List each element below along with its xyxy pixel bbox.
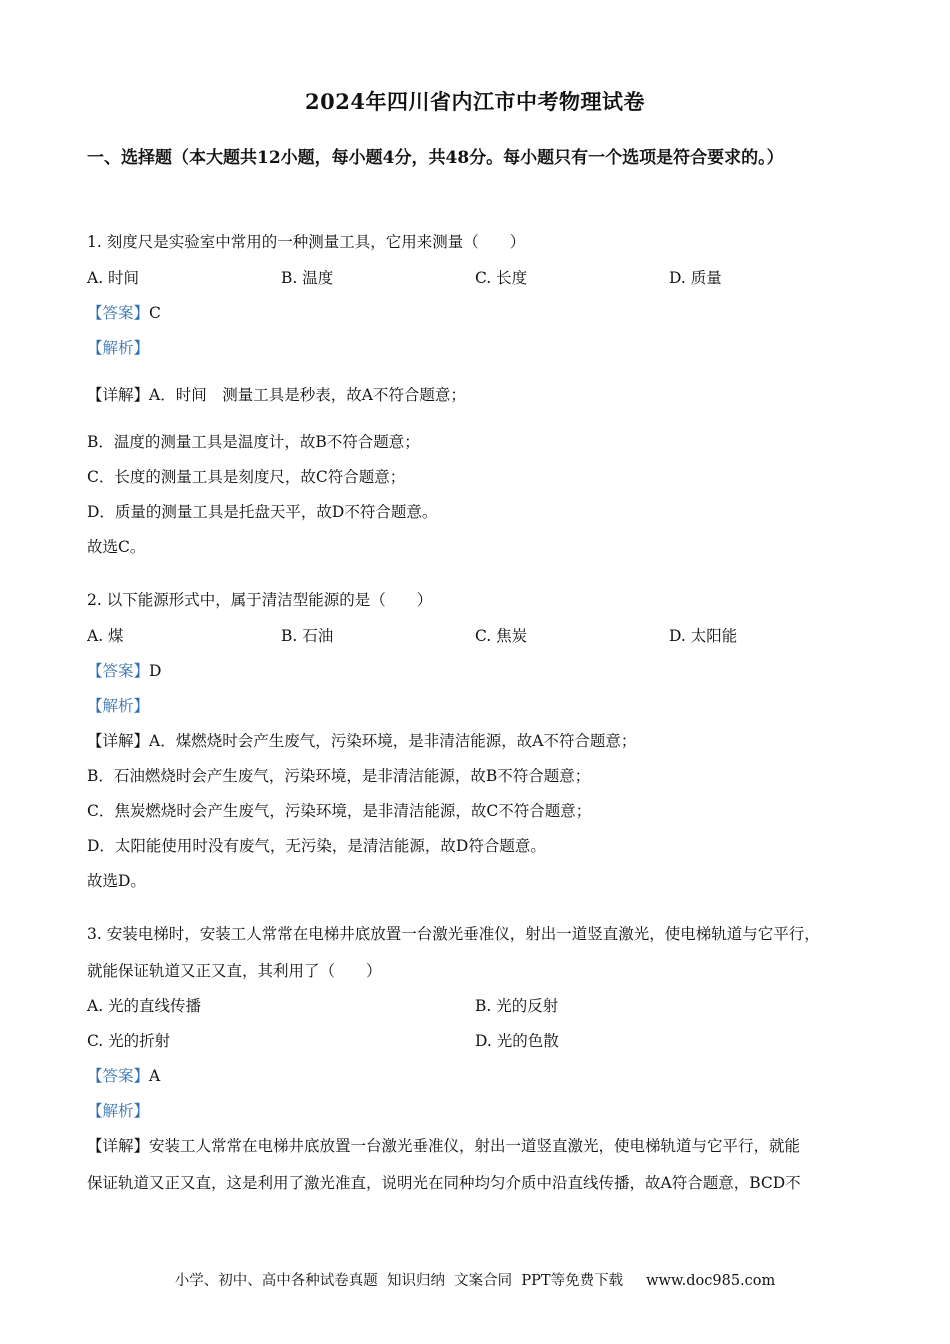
page-footer: 小学、初中、高中各种试卷真题 知识归纳 文案合同 PPT等免费下载 www.doc985.com [174, 1273, 776, 1289]
question-3-analysis-tag: 【解析】 [87, 1102, 150, 1120]
question-1-detail-line [87, 385, 466, 405]
detail-text: A．煤燃烧时会产生废气，污染环境，是非清洁能源，故A不符合题意； [149, 732, 637, 750]
question-2-detail-line: C．焦炭燃烧时会产生废气，污染环境，是非清洁能源，故C不符合题意； [87, 802, 592, 820]
question-2-option-a: A. 煤 [87, 627, 124, 645]
detail-text: A．时间 测量工具是秒表，故A不符合题意； [149, 386, 466, 404]
question-2-detail-line [87, 731, 636, 751]
question-1-detail-line: C．长度的测量工具是刻度尺，故C符合题意； [87, 468, 406, 486]
question-1-option-d: D. 质量 [669, 269, 722, 287]
question-2-detail-line: B．石油燃烧时会产生废气，污染环境，是非清洁能源，故B不符合题意； [87, 767, 591, 785]
question-1-conclusion: 故选C。 [87, 538, 146, 556]
question-2-analysis-tag: 【解析】 [87, 697, 150, 715]
answer-tag: 【答案】 [87, 1067, 150, 1085]
detail-tag: 【详解】 [87, 386, 150, 404]
question-1-option-a: A. 时间 [87, 269, 140, 287]
question-2-option-b: B. 石油 [281, 627, 334, 645]
question-3-answer [87, 1066, 160, 1086]
question-1-option-b: B. 温度 [281, 269, 334, 287]
question-3-option-d: D. 光的色散 [475, 1032, 559, 1050]
answer-value: D [149, 662, 162, 680]
section-heading: 一、选择题（本大题共12小题，每小题4分，共48分。每小题只有一个选项是符合要求的。） [87, 148, 784, 168]
answer-tag: 【答案】 [87, 304, 150, 322]
detail-tag: 【详解】 [87, 1137, 150, 1155]
question-3-option-c: C. 光的折射 [87, 1032, 171, 1050]
question-1-answer [87, 303, 161, 323]
answer-tag: 【答案】 [87, 662, 150, 680]
detail-tag: 【详解】 [87, 732, 150, 750]
question-2-answer [87, 661, 161, 681]
answer-value: A [149, 1067, 161, 1085]
question-1-option-c: C. 长度 [475, 269, 528, 287]
question-2-detail-line: D．太阳能使用时没有废气，无污染，是清洁能源，故D符合题意。 [87, 837, 546, 855]
question-2-conclusion: 故选D。 [87, 872, 146, 890]
question-3-option-b: B. 光的反射 [475, 997, 559, 1015]
question-1-detail-line: B．温度的测量工具是温度计，故B不符合题意； [87, 433, 420, 451]
question-2-stem: 2. 以下能源形式中，属于清洁型能源的是（ ） [87, 591, 433, 609]
page-title: 2024年四川省内江市中考物理试卷 [305, 89, 645, 114]
question-1-stem: 1. 刻度尺是实验室中常用的一种测量工具，它用来测量（ ） [87, 233, 526, 251]
question-2-option-d: D. 太阳能 [669, 627, 738, 645]
question-3-stem: 就能保证轨道又正又直，其利用了（ ） [87, 962, 382, 980]
question-2-option-c: C. 焦炭 [475, 627, 528, 645]
question-3-detail-line: 保证轨道又正又直，这是利用了激光准直，说明光在同种均匀介质中沿直线传播，故A符合题意，BCD不 [87, 1174, 801, 1192]
question-3-stem: 3. 安装电梯时，安装工人常常在电梯井底放置一台激光垂准仪，射出一道竖直激光，使电梯轨道与它平行， [87, 925, 820, 943]
question-3-detail-line [87, 1136, 800, 1156]
question-1-analysis-tag: 【解析】 [87, 339, 150, 357]
question-1-detail-line: D．质量的测量工具是托盘天平，故D不符合题意。 [87, 503, 438, 521]
answer-value: C [149, 304, 161, 322]
detail-text: 安装工人常常在电梯井底放置一台激光垂准仪，射出一道竖直激光，使电梯轨道与它平行，就能 [149, 1137, 801, 1155]
question-3-option-a: A. 光的直线传播 [87, 997, 202, 1015]
